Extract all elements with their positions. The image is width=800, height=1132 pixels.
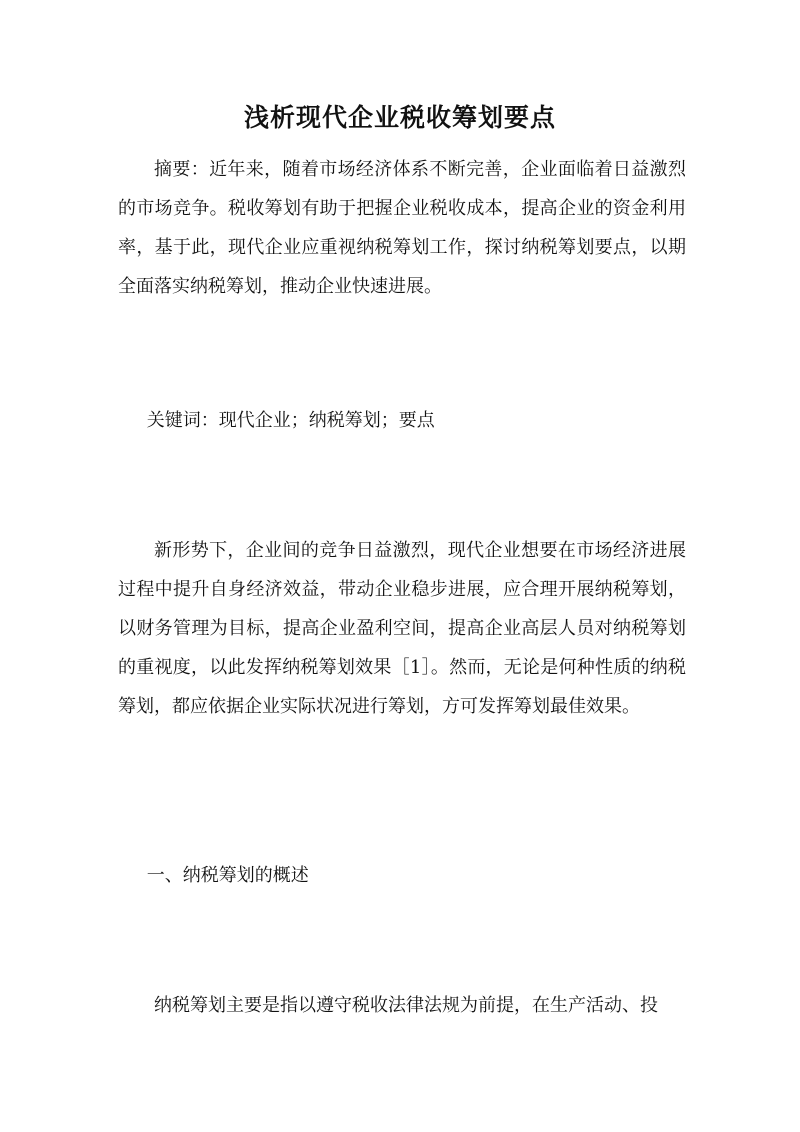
- keywords-paragraph: 关键词：现代企业；纳税筹划；要点: [146, 410, 435, 431]
- abstract-paragraph: 摘要：近年来，随着市场经济体系不断完善，企业面临着日益激烈的市场竞争。税收筹划有助于把握企业税收成本，提高企业的资金利用率，基于此，现代企业应重视纳税筹划工作，探讨纳税筹划要点，以期全面落实纳税筹划，推动企业快速进展。: [118, 159, 686, 297]
- section-heading: 一、纳税筹划的概述: [146, 865, 309, 886]
- intro-paragraph: 新形势下，企业间的竞争日益激烈，现代企业想要在市场经济进展过程中提升自身经济效益，带动企业稳步进展，应合理开展纳税筹划，以财务管理为目标，提高企业盈利空间，提高企业高层人员对纳税筹划的重视度，以此发挥纳税筹划效果［1］。然而，无论是何种性质的纳税筹划，都应依据企业实际状况进行筹划，方可发挥筹划最佳效果。: [118, 540, 686, 717]
- document-title: 浅析现代企业税收筹划要点: [243, 103, 556, 132]
- section-body-paragraph: 纳税筹划主要是指以遵守税收法律法规为前提，在生产活动、投: [154, 995, 658, 1016]
